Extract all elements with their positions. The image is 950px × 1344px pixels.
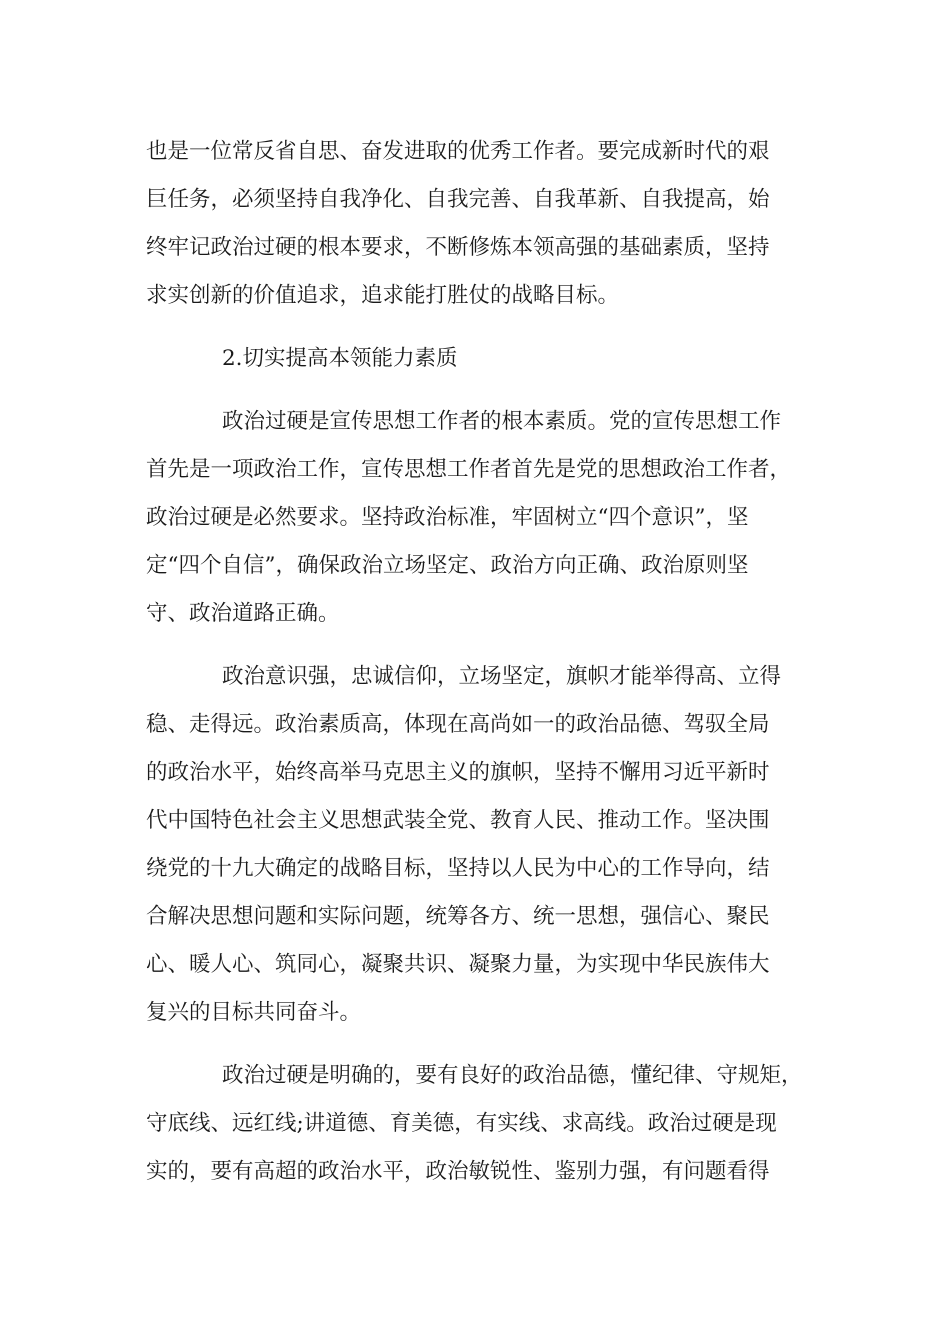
paragraph-line: 绕党的十九大确定的战略目标，坚持以人民为中心的工作导向，结: [146, 856, 770, 881]
paragraph-line: 政治过硬是必然要求。坚持政治标准，牢固树立“四个意识”，坚: [146, 505, 749, 530]
paragraph-line: 终牢记政治过硬的根本要求，不断修炼本领高强的基础素质，坚持: [146, 235, 770, 260]
paragraph-line: 复兴的目标共同奋斗。: [146, 1000, 362, 1025]
paragraph-line: 也是一位常反省自思、奋发进取的优秀工作者。要完成新时代的艰: [146, 139, 770, 164]
paragraph-line: 合解决思想问题和实际问题，统筹各方、统一思想，强信心、聚民: [146, 904, 770, 929]
paragraph-line: 心、暖人心、筑同心，凝聚共识、凝聚力量，为实现中华民族伟大: [146, 952, 770, 977]
paragraph-line: 政治意识强，忠诚信仰，立场坚定，旗帜才能举得高、立得: [222, 664, 782, 689]
paragraph-line: 守、政治道路正确。: [146, 601, 340, 626]
paragraph-line: 首先是一项政治工作，宣传思想工作者首先是党的思想政治工作者，: [146, 457, 792, 482]
paragraph-line: 求实创新的价值追求，追求能打胜仗的战略目标。: [146, 283, 620, 308]
paragraph-line: 实的，要有高超的政治水平，政治敏锐性、鉴别力强，有问题看得: [146, 1159, 770, 1184]
section-heading: 2.切实提高本领能力素质: [222, 346, 458, 371]
paragraph-line: 政治过硬是明确的，要有良好的政治品德，懂纪律、守规矩，: [222, 1063, 803, 1088]
paragraph-line: 政治过硬是宣传思想工作者的根本素质。党的宣传思想工作: [222, 409, 782, 434]
paragraph-line: 巨任务，必须坚持自我净化、自我完善、自我革新、自我提高，始: [146, 187, 770, 212]
paragraph-line: 的政治水平，始终高举马克思主义的旗帜，坚持不懈用习近平新时: [146, 760, 770, 785]
paragraph-line: 稳、走得远。政治素质高，体现在高尚如一的政治品德、驾驭全局: [146, 712, 770, 737]
paragraph-line: 代中国特色社会主义思想武装全党、教育人民、推动工作。坚决围: [146, 808, 770, 833]
paragraph-line: 定“四个自信”，确保政治立场坚定、政治方向正确、政治原则坚: [146, 553, 749, 578]
paragraph-line: 守底线、远红线;讲道德、育美德，有实线、求高线。政治过硬是现: [146, 1111, 777, 1136]
